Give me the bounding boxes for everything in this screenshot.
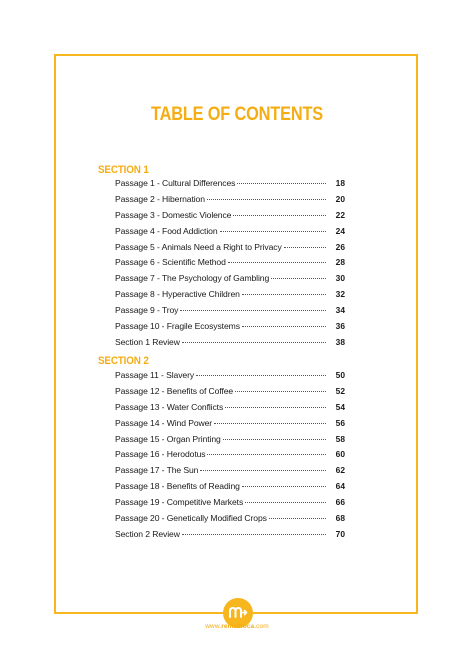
toc-entry-label: Passage 19 - Competitive Markets — [115, 497, 244, 508]
toc-entry-page-number: 62 — [335, 465, 345, 476]
toc-entry-label: Passage 10 - Fragile Ecosystems — [115, 321, 240, 332]
section-1-toc-list — [115, 178, 345, 353]
toc-dot-leader — [242, 294, 326, 295]
toc-entry-label: Passage 3 - Domestic Violence — [115, 209, 232, 220]
toc-entry-label: Passage 8 - Hyperactive Children — [115, 289, 240, 300]
toc-dot-leader — [180, 310, 326, 311]
toc-entry[interactable] — [115, 370, 345, 386]
toc-entry-label: Passage 16 - Herodotus — [115, 449, 206, 460]
toc-entry-label: Passage 20 - Genetically Modified Crops — [115, 513, 267, 524]
toc-dot-leader — [182, 342, 326, 343]
footer-url-prefix: www. — [205, 623, 222, 630]
toc-entry-page-number: 32 — [335, 289, 345, 300]
toc-entry-label: Section 1 Review — [115, 336, 180, 347]
toc-entry-page-number: 28 — [335, 257, 345, 268]
toc-entry[interactable] — [115, 529, 345, 545]
toc-entry-label: Passage 9 - Troy — [115, 305, 179, 316]
toc-entry[interactable] — [115, 337, 345, 353]
toc-dot-leader — [245, 502, 326, 503]
toc-entry-label: Passage 17 - The Sun — [115, 465, 199, 476]
toc-entry-page-number: 54 — [335, 401, 345, 412]
toc-entry-page-number: 50 — [335, 370, 345, 380]
toc-entry-label: Section 2 Review — [115, 528, 180, 539]
toc-dot-leader — [237, 183, 326, 184]
toc-entry-page-number: 70 — [335, 528, 345, 539]
toc-entry-label: Passage 5 - Animals Need a Right to Privacy — [115, 241, 282, 252]
toc-entry[interactable] — [115, 273, 345, 289]
toc-entry-page-number: 64 — [335, 481, 345, 492]
toc-entry-label: Passage 13 - Water Conflicts — [115, 401, 224, 412]
toc-entry[interactable] — [115, 513, 345, 529]
toc-entry[interactable] — [115, 386, 345, 402]
toc-dot-leader — [242, 486, 326, 487]
toc-entry-label: Passage 1 - Cultural Differences — [115, 178, 236, 188]
toc-entry-page-number: 30 — [335, 273, 345, 284]
toc-dot-leader — [284, 247, 326, 248]
toc-dot-leader — [207, 454, 326, 455]
toc-entry-label: Passage 2 - Hibernation — [115, 193, 205, 204]
section-2-title: SECTION 2 — [98, 355, 149, 367]
toc-entry[interactable] — [115, 305, 345, 321]
toc-entry-page-number: 22 — [335, 209, 345, 220]
toc-dot-leader — [214, 423, 326, 424]
toc-entry[interactable] — [115, 434, 345, 450]
section-2-toc-list — [115, 370, 345, 545]
toc-entry[interactable] — [115, 226, 345, 242]
toc-entry-label: Passage 6 - Scientific Method — [115, 257, 226, 268]
toc-entry-label: Passage 15 - Organ Printing — [115, 433, 221, 444]
toc-entry-label: Passage 18 - Benefits of Reading — [115, 481, 240, 492]
toc-entry-page-number: 58 — [335, 433, 345, 444]
toc-entry-page-number: 68 — [335, 513, 345, 524]
footer-url-suffix: .com — [254, 623, 269, 630]
toc-dot-leader — [233, 215, 326, 216]
toc-entry-page-number: 26 — [335, 241, 345, 252]
toc-entry[interactable] — [115, 210, 345, 226]
toc-entry-page-number: 36 — [335, 321, 345, 332]
toc-dot-leader — [207, 199, 326, 200]
toc-entry[interactable] — [115, 194, 345, 210]
toc-entry-page-number: 34 — [335, 305, 345, 316]
toc-dot-leader — [196, 375, 326, 376]
toc-entry[interactable] — [115, 449, 345, 465]
toc-entry-page-number: 52 — [335, 385, 345, 396]
toc-entry[interactable] — [115, 465, 345, 481]
toc-entry[interactable] — [115, 242, 345, 258]
toc-dot-leader — [225, 407, 326, 408]
toc-dot-leader — [271, 278, 326, 279]
toc-entry[interactable] — [115, 178, 345, 194]
toc-entry-label: Passage 12 - Benefits of Coffee — [115, 385, 234, 396]
section-1-title: SECTION 1 — [98, 164, 149, 176]
toc-entry-label: Passage 7 - The Psychology of Gambling — [115, 273, 270, 284]
toc-dot-leader — [235, 391, 326, 392]
toc-dot-leader — [223, 439, 326, 440]
toc-dot-leader — [182, 534, 326, 535]
toc-dot-leader — [242, 326, 326, 327]
toc-entry[interactable] — [115, 289, 345, 305]
toc-dot-leader — [228, 262, 326, 263]
footer-url-brand: remzihoca — [221, 623, 255, 630]
toc-entry[interactable] — [115, 418, 345, 434]
toc-entry[interactable] — [115, 257, 345, 273]
toc-dot-leader — [220, 231, 326, 232]
toc-entry-label: Passage 4 - Food Addiction — [115, 225, 218, 236]
toc-entry[interactable] — [115, 497, 345, 513]
toc-entry[interactable] — [115, 321, 345, 337]
toc-entry-page-number: 24 — [335, 225, 345, 236]
toc-dot-leader — [200, 470, 326, 471]
toc-entry[interactable] — [115, 481, 345, 497]
page-title: TABLE OF CONTENTS — [151, 104, 323, 125]
toc-entry-page-number: 38 — [335, 336, 345, 347]
footer-website-url[interactable] — [0, 623, 474, 630]
toc-entry-page-number: 56 — [335, 417, 345, 428]
toc-entry-label: Passage 14 - Wind Power — [115, 417, 213, 428]
toc-entry-page-number: 20 — [335, 193, 345, 204]
toc-entry-page-number: 18 — [335, 178, 345, 188]
toc-entry-page-number: 66 — [335, 497, 345, 508]
toc-entry-label: Passage 11 - Slavery — [115, 370, 195, 380]
toc-entry[interactable] — [115, 402, 345, 418]
toc-entry-page-number: 60 — [335, 449, 345, 460]
toc-dot-leader — [269, 518, 326, 519]
